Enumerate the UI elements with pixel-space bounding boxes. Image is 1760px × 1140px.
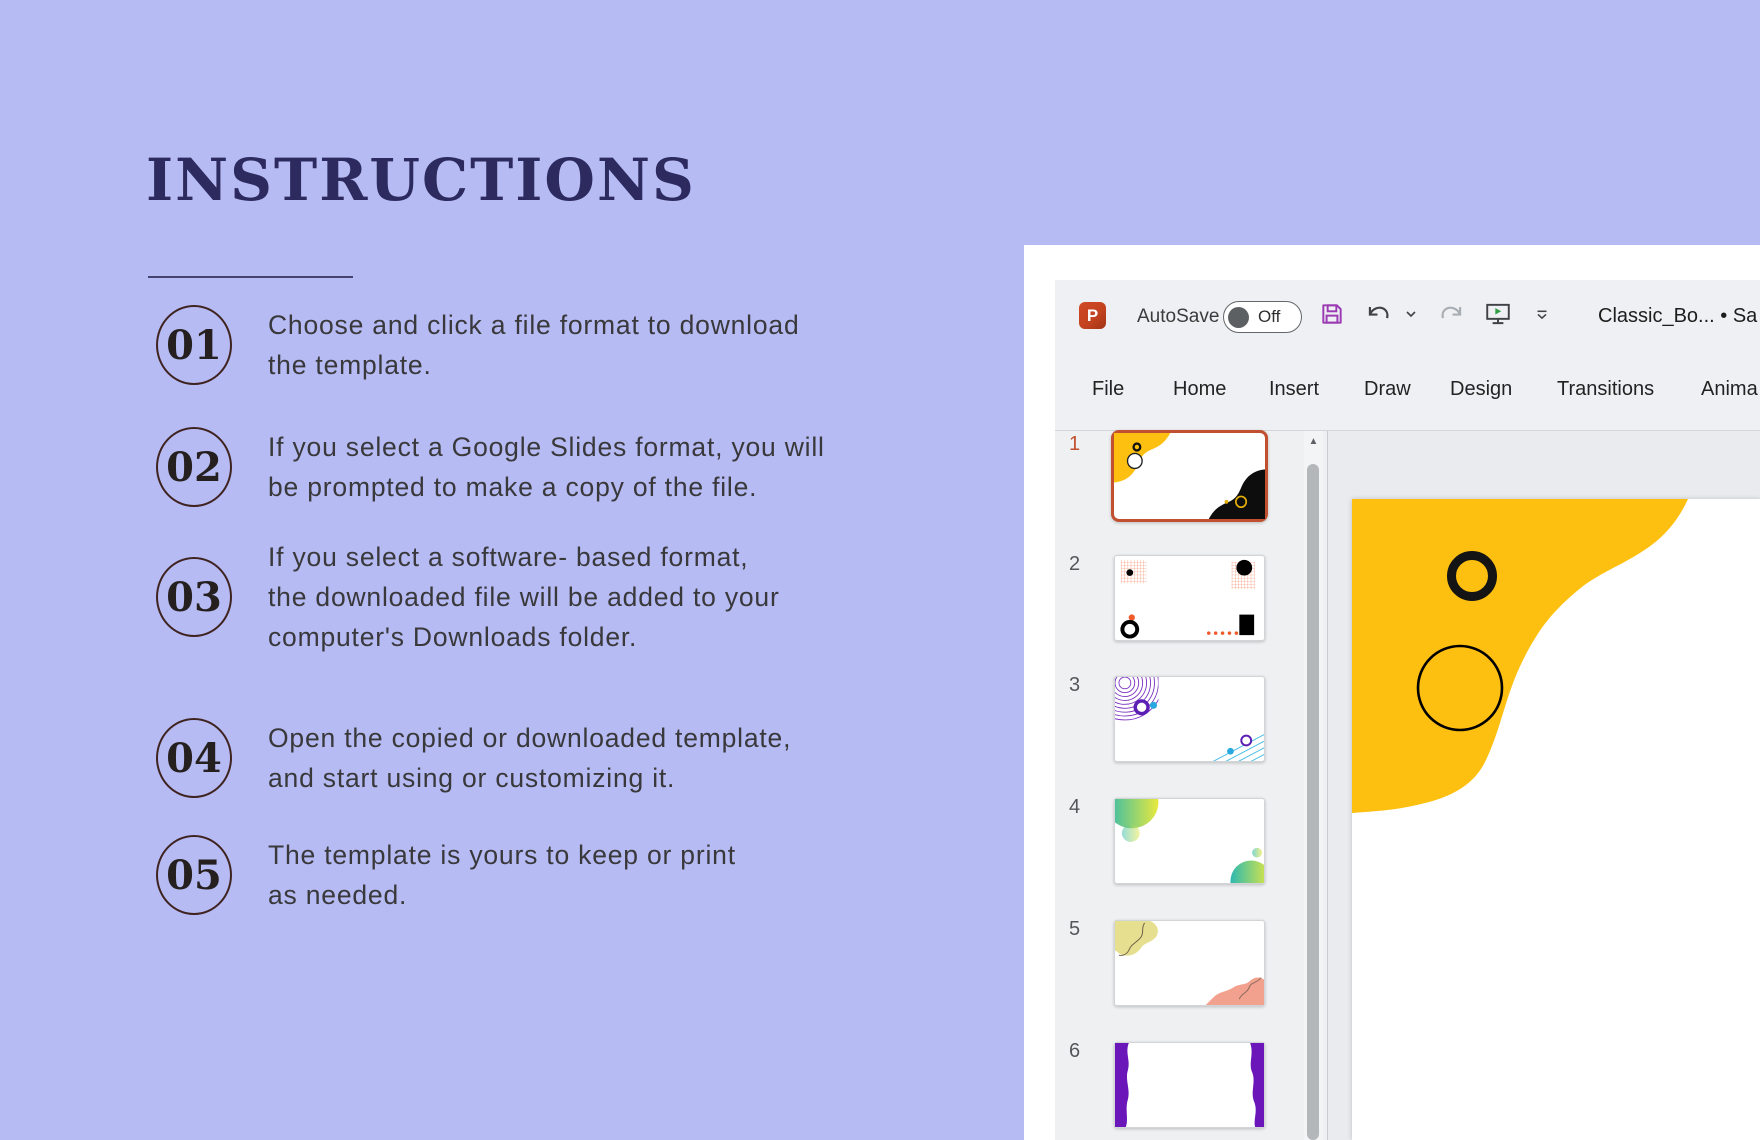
current-slide[interactable] [1352,499,1760,1140]
title-underline [148,276,353,278]
powerpoint-logo-icon[interactable]: P [1079,302,1106,329]
customize-toolbar-icon [1533,305,1551,323]
slide-thumbnail-4[interactable] [1114,798,1265,884]
step-text [268,427,968,507]
quick-access-toolbar [1055,280,1760,356]
step-line: computer's Downloads folder. [268,622,638,652]
instruction-step-3 [156,537,968,657]
start-presentation-icon [1484,300,1512,328]
step-line: Choose and click a file format to download [268,310,800,340]
slide-number-5: 5 [1069,918,1081,940]
instruction-step-2 [156,427,968,507]
save-icon [1319,301,1345,327]
step-line: If you select a software- based format, [268,542,749,572]
thumbnail-scrollbar[interactable] [1304,431,1323,1140]
redo-button[interactable] [1437,298,1467,330]
undo-icon [1364,300,1392,328]
step-number-badge: 04 [156,718,232,798]
instruction-step-1 [156,305,968,385]
menu-design[interactable]: Design [1450,378,1513,400]
autosave-label: AutoSave [1137,306,1220,327]
undo-dropdown-button[interactable] [1403,298,1419,330]
step-text [268,718,968,798]
autosave-state: Off [1258,307,1281,326]
thumbnail-artwork [1115,1043,1264,1127]
toggle-knob-icon [1228,307,1249,328]
autosave-toggle[interactable] [1223,301,1302,333]
powerpoint-screenshot-card [1024,245,1760,1140]
slide-thumbnail-1[interactable] [1111,430,1268,522]
menu-insert[interactable]: Insert [1269,378,1320,400]
slide-thumbnail-2[interactable] [1114,555,1265,641]
thumbnail-artwork [1114,433,1265,519]
step-text [268,537,968,657]
customize-toolbar-button[interactable] [1527,298,1557,330]
scroll-up-arrow-icon[interactable]: ▲ [1308,436,1319,447]
step-text [268,835,968,915]
menu-transitions[interactable]: Transitions [1557,378,1655,400]
step-text [268,305,968,385]
ribbon-menu-bar [1055,356,1760,430]
thumbnail-artwork [1115,556,1264,640]
step-number-badge: 05 [156,835,232,915]
slide-thumbnail-3[interactable] [1114,676,1265,762]
thumbnail-artwork [1115,799,1264,883]
step-line: as needed. [268,880,408,910]
slide-artwork [1352,499,1760,1140]
save-button[interactable] [1317,298,1347,330]
step-line: be prompted to make a copy of the file. [268,472,758,502]
instruction-step-4 [156,718,968,798]
menu-file[interactable]: File [1092,378,1125,400]
thumbnail-artwork [1115,677,1264,761]
instruction-step-5 [156,835,968,915]
step-line: Open the copied or downloaded template, [268,723,792,753]
step-line: If you select a Google Slides format, you will [268,432,825,462]
slide-thumbnail-5[interactable] [1114,920,1265,1006]
scrollbar-thumb[interactable] [1307,464,1319,1140]
step-number-badge: 02 [156,427,232,507]
menu-home[interactable]: Home [1173,378,1227,400]
step-line: The template is yours to keep or print [268,840,736,870]
slide-number-4: 4 [1069,796,1081,818]
start-presentation-button[interactable] [1483,298,1513,330]
step-line: the template. [268,350,432,380]
slide-number-2: 2 [1069,553,1081,575]
undo-button[interactable] [1363,298,1393,330]
slide-number-6: 6 [1069,1040,1081,1062]
thumbnail-artwork [1115,921,1264,1005]
redo-icon [1438,300,1466,328]
powerpoint-window [1055,280,1760,1140]
step-number-badge: 03 [156,557,232,637]
slide-number-1: 1 [1069,433,1081,455]
slide-thumbnail-panel [1055,431,1304,1140]
step-line: the downloaded file will be added to your [268,582,780,612]
menu-animations[interactable]: Anima [1701,378,1758,400]
slide-number-3: 3 [1069,674,1081,696]
slide-thumbnail-6[interactable] [1114,1042,1265,1128]
step-number-badge: 01 [156,305,232,385]
document-title: Classic_Bo... • Sa [1598,305,1758,327]
page-title: INSTRUCTIONS [146,146,696,214]
step-line: and start using or customizing it. [268,763,676,793]
slide-canvas [1328,431,1760,1140]
menu-draw[interactable]: Draw [1364,378,1411,400]
chevron-down-icon [1405,308,1417,320]
